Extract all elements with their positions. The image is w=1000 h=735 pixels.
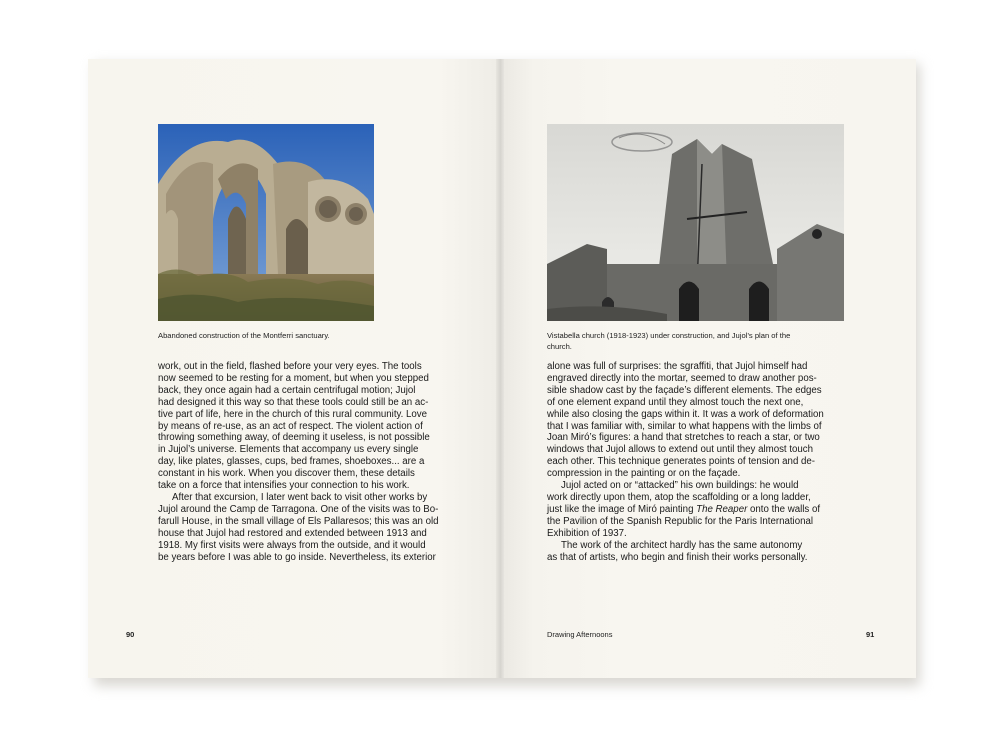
body-line: as that of artists, who begin and finish their works personally. — [547, 551, 808, 563]
right-photo-caption — [547, 331, 847, 352]
right-page-number: 91 — [866, 630, 875, 639]
the-reaper-title: The Reaper — [696, 503, 748, 515]
body-line: back, they once again had a certain centrifugal motion; Jujol — [158, 384, 416, 396]
body-line: throwing something away, of deeming it useless, is not possible — [158, 432, 430, 444]
body-line: take on a force that intensifies your connection to his work. — [158, 480, 410, 492]
montferri-sanctuary-photo — [158, 124, 374, 321]
right-body-part-a — [547, 361, 857, 504]
body-line: had designed it this way so that these tools could still be an ac- — [158, 396, 429, 408]
right-photo-caption-line-1: Vistabella church (1918-1923) under construction, and Jujol’s plan of the — [547, 331, 791, 340]
body-line: be years before I was able to go inside. Nevertheless, its exterior — [158, 551, 436, 563]
right-photo-caption-line-2: church. — [547, 341, 572, 351]
body-line: 1918. My first visits were always from the outside, and it would — [158, 539, 426, 551]
body-line: alone was full of surprises: the sgraffiti, that Jujol himself had — [547, 361, 808, 372]
body-line: compression in the painting or on the façade. — [547, 468, 741, 480]
body-line: in Jujol’s universe. Elements that accompany us every single — [158, 444, 419, 456]
body-line: each other. This technique generates points of tension and de- — [547, 456, 816, 468]
left-page — [88, 59, 500, 678]
body-line: work, out in the field, flashed before your very eyes. The tools — [158, 361, 422, 372]
reaper-line-before: just like the image of Miró painting — [547, 503, 697, 515]
body-line: constant in his work. When you discover them, these details — [158, 468, 415, 480]
body-line: now seemed to be resting for a moment, but when you stepped — [158, 372, 429, 384]
right-page — [500, 59, 916, 678]
body-line: Joan Miró’s figures: a hand that stretches to reach a star, or two — [547, 432, 820, 444]
reaper-line-after: onto the walls of — [747, 503, 821, 515]
body-line: windows that Jujol allows to extend out until they almost touch — [547, 444, 814, 456]
body-line: sible shadow cast by the façade’s different elements. The edges — [547, 384, 822, 396]
body-line: Jujol around the Camp de Tarragona. One of the visits was to Bo- — [158, 503, 439, 515]
body-line: by means of re-use, as an act of respect. The violent action of — [158, 420, 423, 432]
body-line: After that excursion, I later went back to visit other works by — [172, 491, 428, 503]
body-line: Exhibition of 1937. — [547, 527, 627, 539]
body-line: engraved directly into the mortar, seemed to draw another pos- — [547, 372, 817, 384]
body-line: of one element expand until they almost touch the next one, — [547, 396, 804, 408]
body-line: day, like plates, glasses, cups, bed frames, shoeboxes... are a — [158, 456, 425, 468]
left-body-text — [158, 361, 458, 563]
right-body-line-reaper — [547, 504, 857, 516]
body-line: farull House, in the small village of Els Pallaresos; this was an old — [158, 515, 439, 527]
book-gutter — [496, 59, 504, 678]
body-line: tive part of life, here in the church of this rural community. Love — [158, 408, 428, 420]
right-body-text — [547, 361, 857, 563]
body-line: house that Jujol had restored and extended between 1913 and — [158, 527, 427, 539]
body-line: that I was familiar with, similar to what happens with the limbs of — [547, 420, 822, 432]
left-photo-caption: Abandoned construction of the Montferri sanctuary. — [158, 331, 330, 340]
body-line: while also closing the gaps within it. It was a work of deformation — [547, 408, 824, 420]
vistabella-church-photo — [547, 124, 844, 321]
open-book-spread — [88, 59, 916, 678]
body-line: Jujol acted on or “attacked” his own buildings: he would — [561, 480, 799, 492]
left-page-number: 90 — [126, 630, 135, 639]
right-body-part-b — [547, 516, 857, 564]
body-line: work directly upon them, atop the scaffolding or a long ladder, — [547, 491, 811, 503]
running-head: Drawing Afternoons — [547, 630, 613, 639]
body-line: the Pavilion of the Spanish Republic for the Paris International — [547, 515, 814, 527]
body-line: The work of the architect hardly has the same autonomy — [561, 539, 803, 551]
